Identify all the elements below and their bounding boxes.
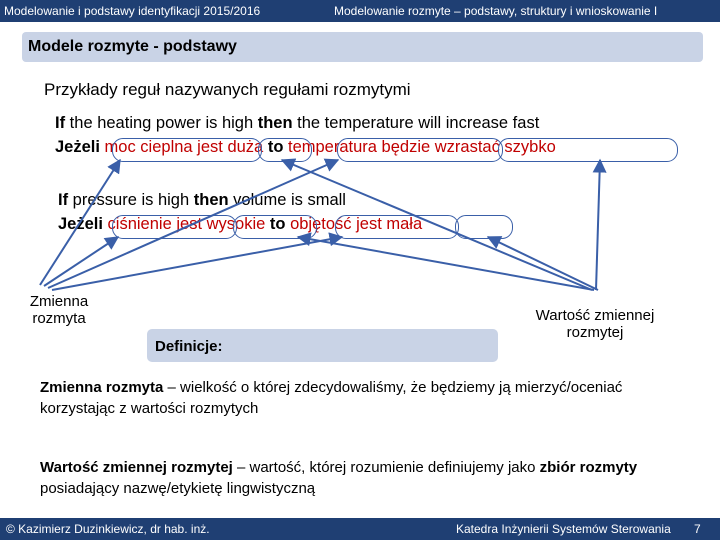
keyword-then: to bbox=[263, 138, 288, 156]
definition-text: posiadający nazwę/etykietę lingwistyczną bbox=[40, 480, 316, 497]
fuzzy-variable: ciśnienie bbox=[107, 215, 172, 233]
author: © Kazimierz Duzinkiewicz, dr hab. inż. bbox=[6, 522, 210, 536]
text: the heating power is high bbox=[65, 114, 258, 132]
text: the temperature will increase fast bbox=[292, 114, 540, 132]
fuzzy-value: duża bbox=[227, 138, 264, 156]
keyword-if: Jeżeli bbox=[58, 215, 108, 233]
arrow-variable-4 bbox=[52, 237, 342, 290]
keyword-if: Jeżeli bbox=[55, 138, 105, 156]
lecture-title: Modelowanie rozmyte – podstawy, struktury i wnioskowanie I bbox=[334, 4, 658, 18]
definition-text: – wielkość o której zdecydowaliśmy, że będziemy ją mierzyć/oceniać korzystając z wartości rozmytych bbox=[40, 379, 623, 417]
arrow-variable-1 bbox=[40, 160, 120, 285]
definition-1 bbox=[40, 377, 640, 419]
text: jest bbox=[351, 215, 387, 233]
arrow-value-3 bbox=[596, 160, 600, 290]
fuzzy-value: wzrastać szybko bbox=[434, 138, 556, 156]
definition-2 bbox=[40, 457, 680, 499]
text: volume is small bbox=[228, 191, 346, 209]
fuzzy-value: wysokie bbox=[206, 215, 266, 233]
term-fuzzy-set: zbiór rozmyty bbox=[539, 459, 638, 476]
keyword-then: to bbox=[265, 215, 291, 233]
fuzzy-variable: temperatura bbox=[287, 138, 377, 156]
label-fuzzy-value: Wartość zmiennej rozmytej bbox=[535, 307, 655, 341]
keyword-if: If bbox=[58, 191, 69, 209]
text: pressure is high bbox=[68, 191, 194, 209]
arrow-value-4 bbox=[488, 237, 598, 290]
definitions-box bbox=[147, 329, 498, 362]
arrow-value-1 bbox=[282, 160, 592, 290]
course-title: Modelowanie i podstawy identyfikacji 2015/2016 bbox=[4, 4, 261, 18]
term-fuzzy-value: Wartość zmiennej rozmytej bbox=[40, 459, 233, 476]
fuzzy-variable: moc cieplna bbox=[104, 138, 193, 156]
text: jest bbox=[192, 138, 228, 156]
department: Katedra Inżynierii Systemów Sterowania bbox=[456, 522, 671, 536]
arrow-value-2 bbox=[298, 237, 594, 290]
fuzzy-variable: objętość bbox=[290, 215, 352, 233]
text: będzie bbox=[376, 138, 435, 156]
text: jest bbox=[171, 215, 207, 233]
page-number: 7 bbox=[694, 522, 701, 536]
arrow-variable-3 bbox=[48, 160, 338, 288]
subtitle: Przykłady reguł nazywanych regułami rozmytymi bbox=[44, 80, 411, 99]
definition-text: – wartość, której rozumienie definiujemy jako bbox=[232, 459, 540, 476]
fuzzy-value: mała bbox=[386, 215, 423, 233]
keyword-then: then bbox=[193, 191, 229, 209]
keyword-then: then bbox=[257, 114, 293, 132]
slide-title: Modele rozmyte - podstawy bbox=[28, 38, 237, 55]
label-fuzzy-variable: Zmienna rozmyta bbox=[29, 293, 89, 327]
keyword-if: If bbox=[55, 114, 66, 132]
footer-bar bbox=[0, 518, 720, 540]
term-fuzzy-variable: Zmienna rozmyta bbox=[40, 379, 164, 396]
definitions-title: Definicje: bbox=[155, 338, 223, 355]
